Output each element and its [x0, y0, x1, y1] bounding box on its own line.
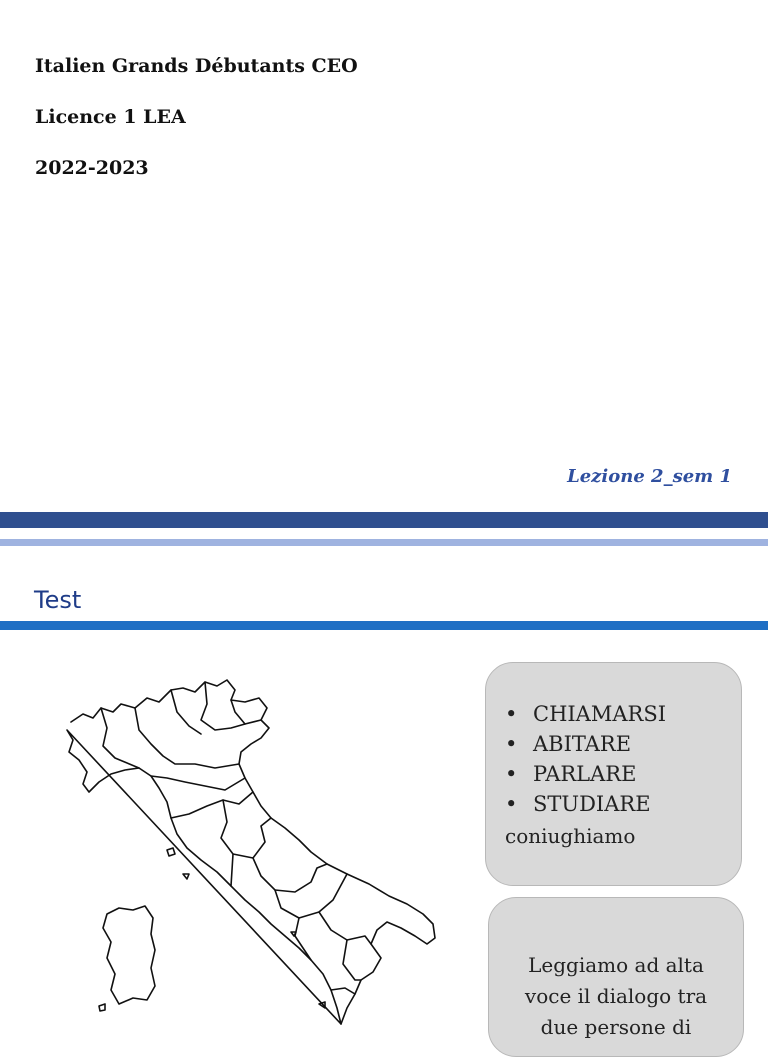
reading-box	[488, 897, 744, 1057]
slide-heading: Test	[34, 586, 82, 614]
reading-instruction: Leggiamo ad alta voce il dialogo tra due persone di	[524, 953, 708, 1039]
bullet: •	[505, 702, 518, 726]
italy-map-icon	[55, 668, 455, 1024]
list-item	[505, 729, 727, 759]
list-item	[505, 789, 727, 819]
verbs-instruction: coniughiamo	[505, 824, 636, 848]
list-item	[505, 699, 727, 729]
bullet: •	[505, 732, 518, 756]
verb-label: PARLARE	[533, 762, 637, 786]
bullet: •	[505, 762, 518, 786]
lesson-label: Lezione 2_sem 1	[567, 466, 732, 487]
divider-band-dark	[0, 512, 768, 528]
divider-band-light	[0, 539, 768, 546]
verb-label: ABITARE	[533, 732, 632, 756]
programme-label: Licence 1 LEA	[35, 106, 186, 128]
verb-label: CHIAMARSI	[533, 702, 667, 726]
verbs-box	[485, 662, 742, 886]
verbs-list	[505, 699, 727, 819]
verb-label: STUDIARE	[533, 792, 651, 816]
heading-rule	[0, 621, 768, 630]
bullet: •	[505, 792, 518, 816]
document-title: Italien Grands Débutants CEO	[35, 55, 358, 77]
list-item	[505, 759, 727, 789]
academic-year: 2022-2023	[35, 157, 149, 179]
